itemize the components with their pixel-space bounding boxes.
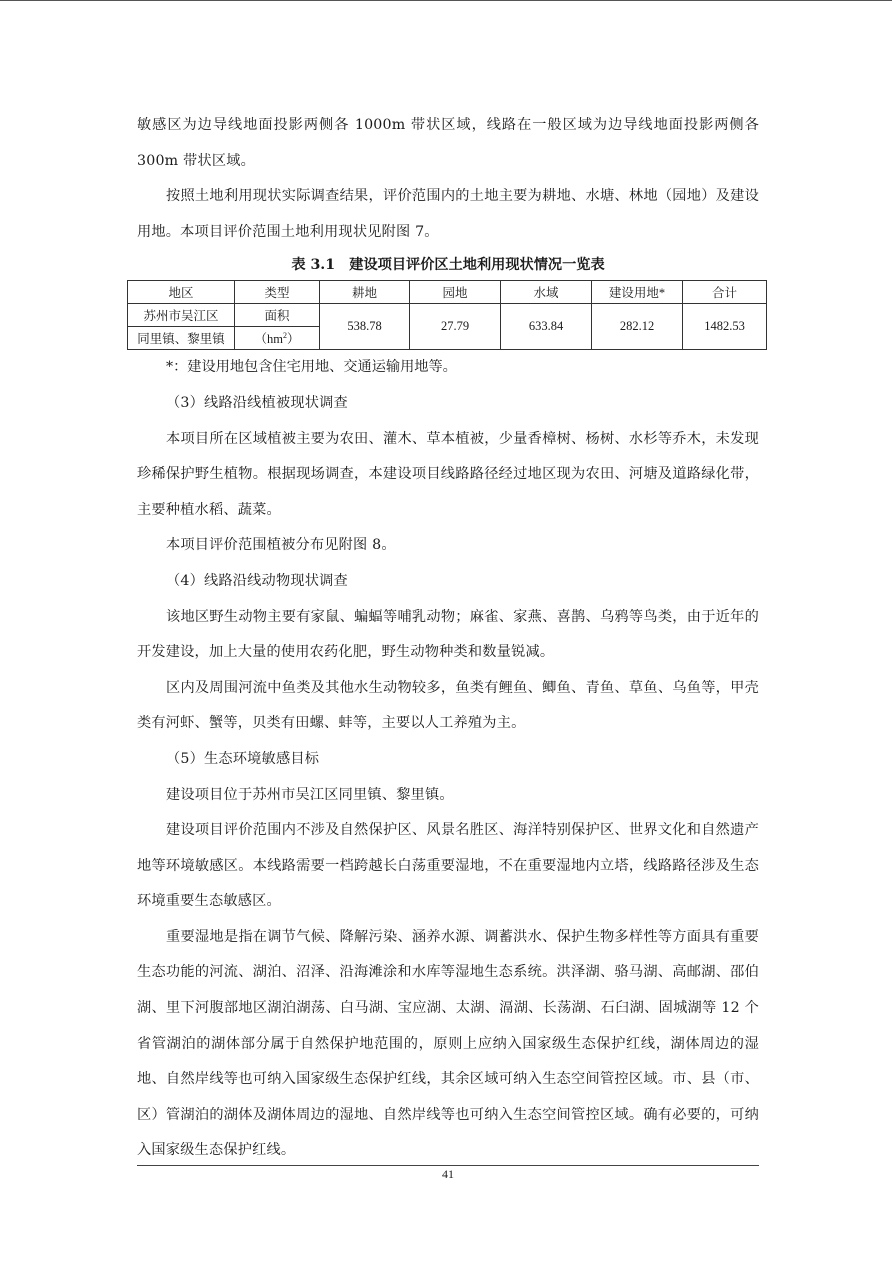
cell-type-line2: [235, 327, 320, 350]
header-water: 水域: [501, 281, 592, 304]
cell-region-line2: 同里镇、黎里镇: [128, 327, 235, 350]
paragraph-sensitive-areas: 建设项目评价范围内不涉及自然保护区、风景名胜区、海洋特别保护区、世界文化和自然遗产地等环境敏感区。本线路需要一档跨越长白荡重要湿地，不在重要湿地内立塔，线路路径涉及生态环境重要生态敏感区。: [137, 822, 759, 910]
paragraph-2: 按照土地利用现状实际调查结果，评价范围内的土地主要为耕地、水塘、林地（园地）及建设用地。本项目评价范围土地利用现状见附图 7。: [137, 188, 759, 240]
table-row: [128, 304, 767, 327]
header-farmland: 耕地: [320, 281, 410, 304]
header-region: 地区: [128, 281, 235, 304]
header-construction: 建设用地*: [592, 281, 683, 304]
table-title: 表 3.1 建设项目评价区土地利用现状情况一览表: [291, 257, 605, 274]
section-heading-5: （5）生态环境敏感目标: [166, 750, 320, 767]
paragraph-vegetation-map: 本项目评价范围植被分布见附图 8。: [166, 537, 396, 554]
document-body: [137, 108, 759, 1169]
paragraph-wetlands: 重要湿地是指在调节气候、降解污染、涵养水源、调蓄洪水、保护生物多样性等方面具有重要生态功能的河流、湖泊、沼泽、沿海滩涂和水库等湿地生态系统。洪泽湖、骆马湖、高邮湖、邵伯湖、里下河腹部地区湖泊湖荡、白马湖、宝应湖、太湖、滆湖、长荡湖、石臼湖、固城湖等 12 个省管湖泊的湖体部分属于自然保护地范围的，原则上应纳入国家级生态保护红线，湖体周边的湿地、自然岸线等也可纳入国家级生态保护红线，其余区域可纳入生态空间管控区域。市、县（市、区）管湖泊的湖体及湖体周边的湿地、自然岸线等也可纳入生态空间管控区域。确有必要的，可纳入国家级生态保护红线。: [137, 928, 759, 1159]
cell-farmland-value: 538.78: [320, 304, 410, 350]
cell-garden-value: 27.79: [410, 304, 501, 350]
header-type: 类型: [235, 281, 320, 304]
cell-total-value: 1482.53: [683, 304, 767, 350]
table-footnote: *：建设用地包含住宅用地、交通运输用地等。: [166, 359, 457, 376]
cell-construction-value: 282.12: [592, 304, 683, 350]
unit-superscript: 2: [282, 331, 287, 341]
paragraph-aquatic: 区内及周围河流中鱼类及其他水生动物较多，鱼类有鲤鱼、鲫鱼、青鱼、草鱼、乌鱼等，甲壳类有河虾、蟹等，贝类有田螺、蚌等，主要以人工养殖为主。: [137, 679, 759, 732]
paragraph-location: 建设项目位于苏州市吴江区同里镇、黎里镇。: [166, 786, 454, 803]
section-heading-3: （3）线路沿线植被现状调查: [166, 394, 348, 411]
unit-text: （hm: [254, 332, 283, 347]
land-use-table: [127, 280, 767, 350]
footer-divider: [137, 1165, 759, 1166]
unit-close: ）: [286, 332, 300, 347]
page-number: 41: [442, 1167, 454, 1181]
cell-water-value: 633.84: [501, 304, 592, 350]
section-heading-4: （4）线路沿线动物现状调查: [166, 572, 348, 589]
table-header-row: [128, 281, 767, 304]
paragraph-animals: 该地区野生动物主要有家鼠、蝙蝠等哺乳动物；麻雀、家燕、喜鹊、乌鸦等鸟类，由于近年的开发建设，加上大量的使用农药化肥，野生动物种类和数量锐减。: [137, 608, 759, 661]
paragraph-1: 敏感区为边导线地面投影两侧各 1000m 带状区域，线路在一般区域为边导线地面投影两侧各 300m 带状区域。: [137, 117, 759, 169]
paragraph-vegetation: 本项目所在区域植被主要为农田、灌木、草本植被，少量香樟树、杨树、水杉等乔木，未发现珍稀保护野生植物。根据现场调查，本建设项目线路路径经过地区现为农田、河塘及道路绿化带，主要种植水稻、蔬菜。: [137, 430, 759, 518]
header-garden: 园地: [410, 281, 501, 304]
cell-region-line1: 苏州市吴江区: [128, 304, 235, 327]
header-total: 合计: [683, 281, 767, 304]
top-border-line: [0, 0, 892, 1]
cell-type-line1: 面积: [235, 304, 320, 327]
